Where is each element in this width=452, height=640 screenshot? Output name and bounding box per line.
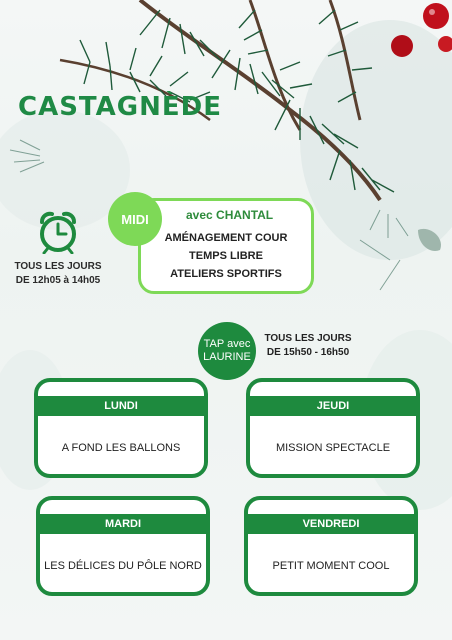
tap-schedule-hours: DE 15h50 - 16h50 [266, 347, 350, 358]
day-name: VENDREDI [248, 514, 414, 534]
midi-schedule [10, 260, 106, 288]
day-activity: LES DÉLICES DU PÔLE NORD [44, 560, 202, 572]
alarm-clock-icon [36, 210, 80, 254]
day-name: MARDI [40, 514, 206, 534]
midi-activity: ATELIERS SPORTIFS [170, 268, 282, 280]
tap-schedule-days: TOUS LES JOURS [264, 333, 352, 344]
midi-activity: TEMPS LIBRE [189, 250, 263, 262]
midi-badge: MIDI [108, 192, 162, 246]
day-card-mardi [36, 496, 210, 596]
day-card-vendredi [244, 496, 418, 596]
day-name: LUNDI [38, 396, 204, 416]
day-name: JEUDI [250, 396, 416, 416]
midi-schedule-days: TOUS LES JOURS [14, 261, 102, 272]
day-card-jeudi [246, 378, 420, 478]
tap-label-line1: TAP avec [203, 338, 251, 350]
day-activity: MISSION SPECTACLE [275, 442, 391, 454]
tap-badge [198, 322, 256, 380]
midi-supervisor: avec CHANTAL [186, 208, 274, 222]
day-card-lundi [34, 378, 208, 478]
midi-activity: AMÉNAGEMENT COUR [164, 232, 288, 244]
day-activity: PETIT MOMENT COOL [272, 560, 390, 572]
page-title: CASTAGNÈDE [18, 92, 222, 122]
tap-schedule [262, 332, 354, 360]
midi-schedule-hours: DE 12h05 à 14h05 [15, 275, 101, 286]
day-activity: A FOND LES BALLONS [61, 442, 181, 454]
tap-label-line2: LAURINE [203, 351, 251, 363]
